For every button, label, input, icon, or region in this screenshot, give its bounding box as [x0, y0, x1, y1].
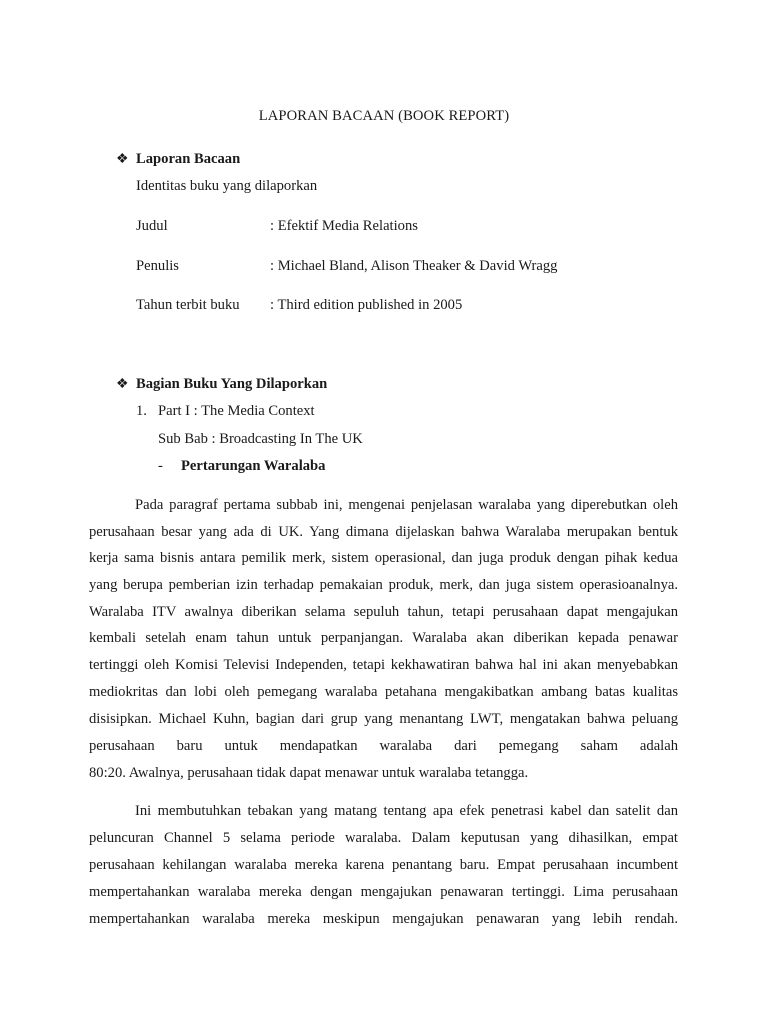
diamond-bullet-icon: ❖	[116, 377, 129, 392]
paragraph-2-line: Ini membutuhkan tebakan yang matang tentang apa efek penetrasi kabel dan satelit dan	[135, 803, 678, 819]
paragraph-1-line: kembali setelah enam tahun untuk perpanjangan. Waralaba akan diberikan kepada penawar	[89, 630, 678, 646]
paragraph-1-line: Pada paragraf pertama subbab ini, mengenai penjelasan waralaba yang diperebutkan oleh	[135, 497, 678, 513]
subbab-title: Sub Bab : Broadcasting In The UK	[158, 431, 363, 447]
paragraph-2-line: mempertahankan waralaba mereka dengan mengajukan penawaran tertinggi. Lima perusahaan	[89, 884, 678, 900]
section-intro: Identitas buku yang dilaporkan	[136, 178, 318, 194]
subheading-pertarungan-waralaba: Pertarungan Waralaba	[181, 458, 326, 474]
paragraph-2-line: mempertahankan waralaba mereka meskipun mengajukan penawaran yang lebih rendah.	[89, 911, 678, 927]
paragraph-1-line: perusahaan besar yang ada di UK. Yang dimana dijelaskan bahwa Waralaba merupakan bentuk	[89, 524, 678, 540]
field-value-tahun-terbit: : Third edition published in 2005	[270, 297, 463, 313]
paragraph-1-line: disisipkan. Michael Kuhn, bagian dari grup yang menantang LWT, mengatakan bahwa peluang	[89, 711, 678, 727]
list-item-number: 1.	[136, 403, 147, 419]
paragraph-1-line: yang berupa pemberian izin terhadap pemakaian produk, merk, dan juga sistem operasioanalnya.	[89, 577, 678, 593]
field-label-tahun-terbit: Tahun terbit buku	[136, 297, 240, 313]
field-value-penulis: : Michael Bland, Alison Theaker & David Wragg	[270, 258, 558, 274]
diamond-bullet-icon: ❖	[116, 152, 129, 167]
field-label-penulis: Penulis	[136, 258, 179, 274]
paragraph-1-line: kerja sama bisnis antara pemilik merk, sistem operasional, dan juga produk dengan pihak kedua	[89, 550, 678, 566]
paragraph-1-line: mediokritas dan lobi oleh pemegang waralaba petahana mengakibatkan ambang batas kualitas	[89, 684, 678, 700]
paragraph-1-line: tertinggi oleh Komisi Televisi Independen, tetapi kekhawatiran bahwa hal ini akan menyebabkan	[89, 657, 678, 673]
paragraph-2-line: peluncuran Channel 5 selama periode waralaba. Dalam keputusan yang dihasilkan, empat	[89, 830, 678, 846]
document-title: LAPORAN BACAAN (BOOK REPORT)	[258, 108, 510, 124]
paragraph-1-line: 80:20. Awalnya, perusahaan tidak dapat menawar untuk waralaba tetangga.	[89, 765, 529, 781]
section-heading-laporan-bacaan: Laporan Bacaan	[136, 151, 241, 167]
field-label-judul: Judul	[136, 218, 168, 234]
paragraph-1-line: perusahaan baru untuk mendapatkan waralaba dari pemegang saham adalah	[89, 738, 678, 754]
dash-bullet: -	[158, 458, 163, 474]
section-heading-bagian-buku: Bagian Buku Yang Dilaporkan	[136, 376, 328, 392]
paragraph-1-line: Waralaba ITV awalnya diberikan selama sepuluh tahun, tetapi perusahaan dapat mengajukan	[89, 604, 678, 620]
field-value-judul: : Efektif Media Relations	[270, 218, 418, 234]
part-title: Part I : The Media Context	[158, 403, 315, 419]
paragraph-2-line: perusahaan kehilangan waralaba mereka karena penantang baru. Empat perusahaan incumbent	[89, 857, 678, 873]
